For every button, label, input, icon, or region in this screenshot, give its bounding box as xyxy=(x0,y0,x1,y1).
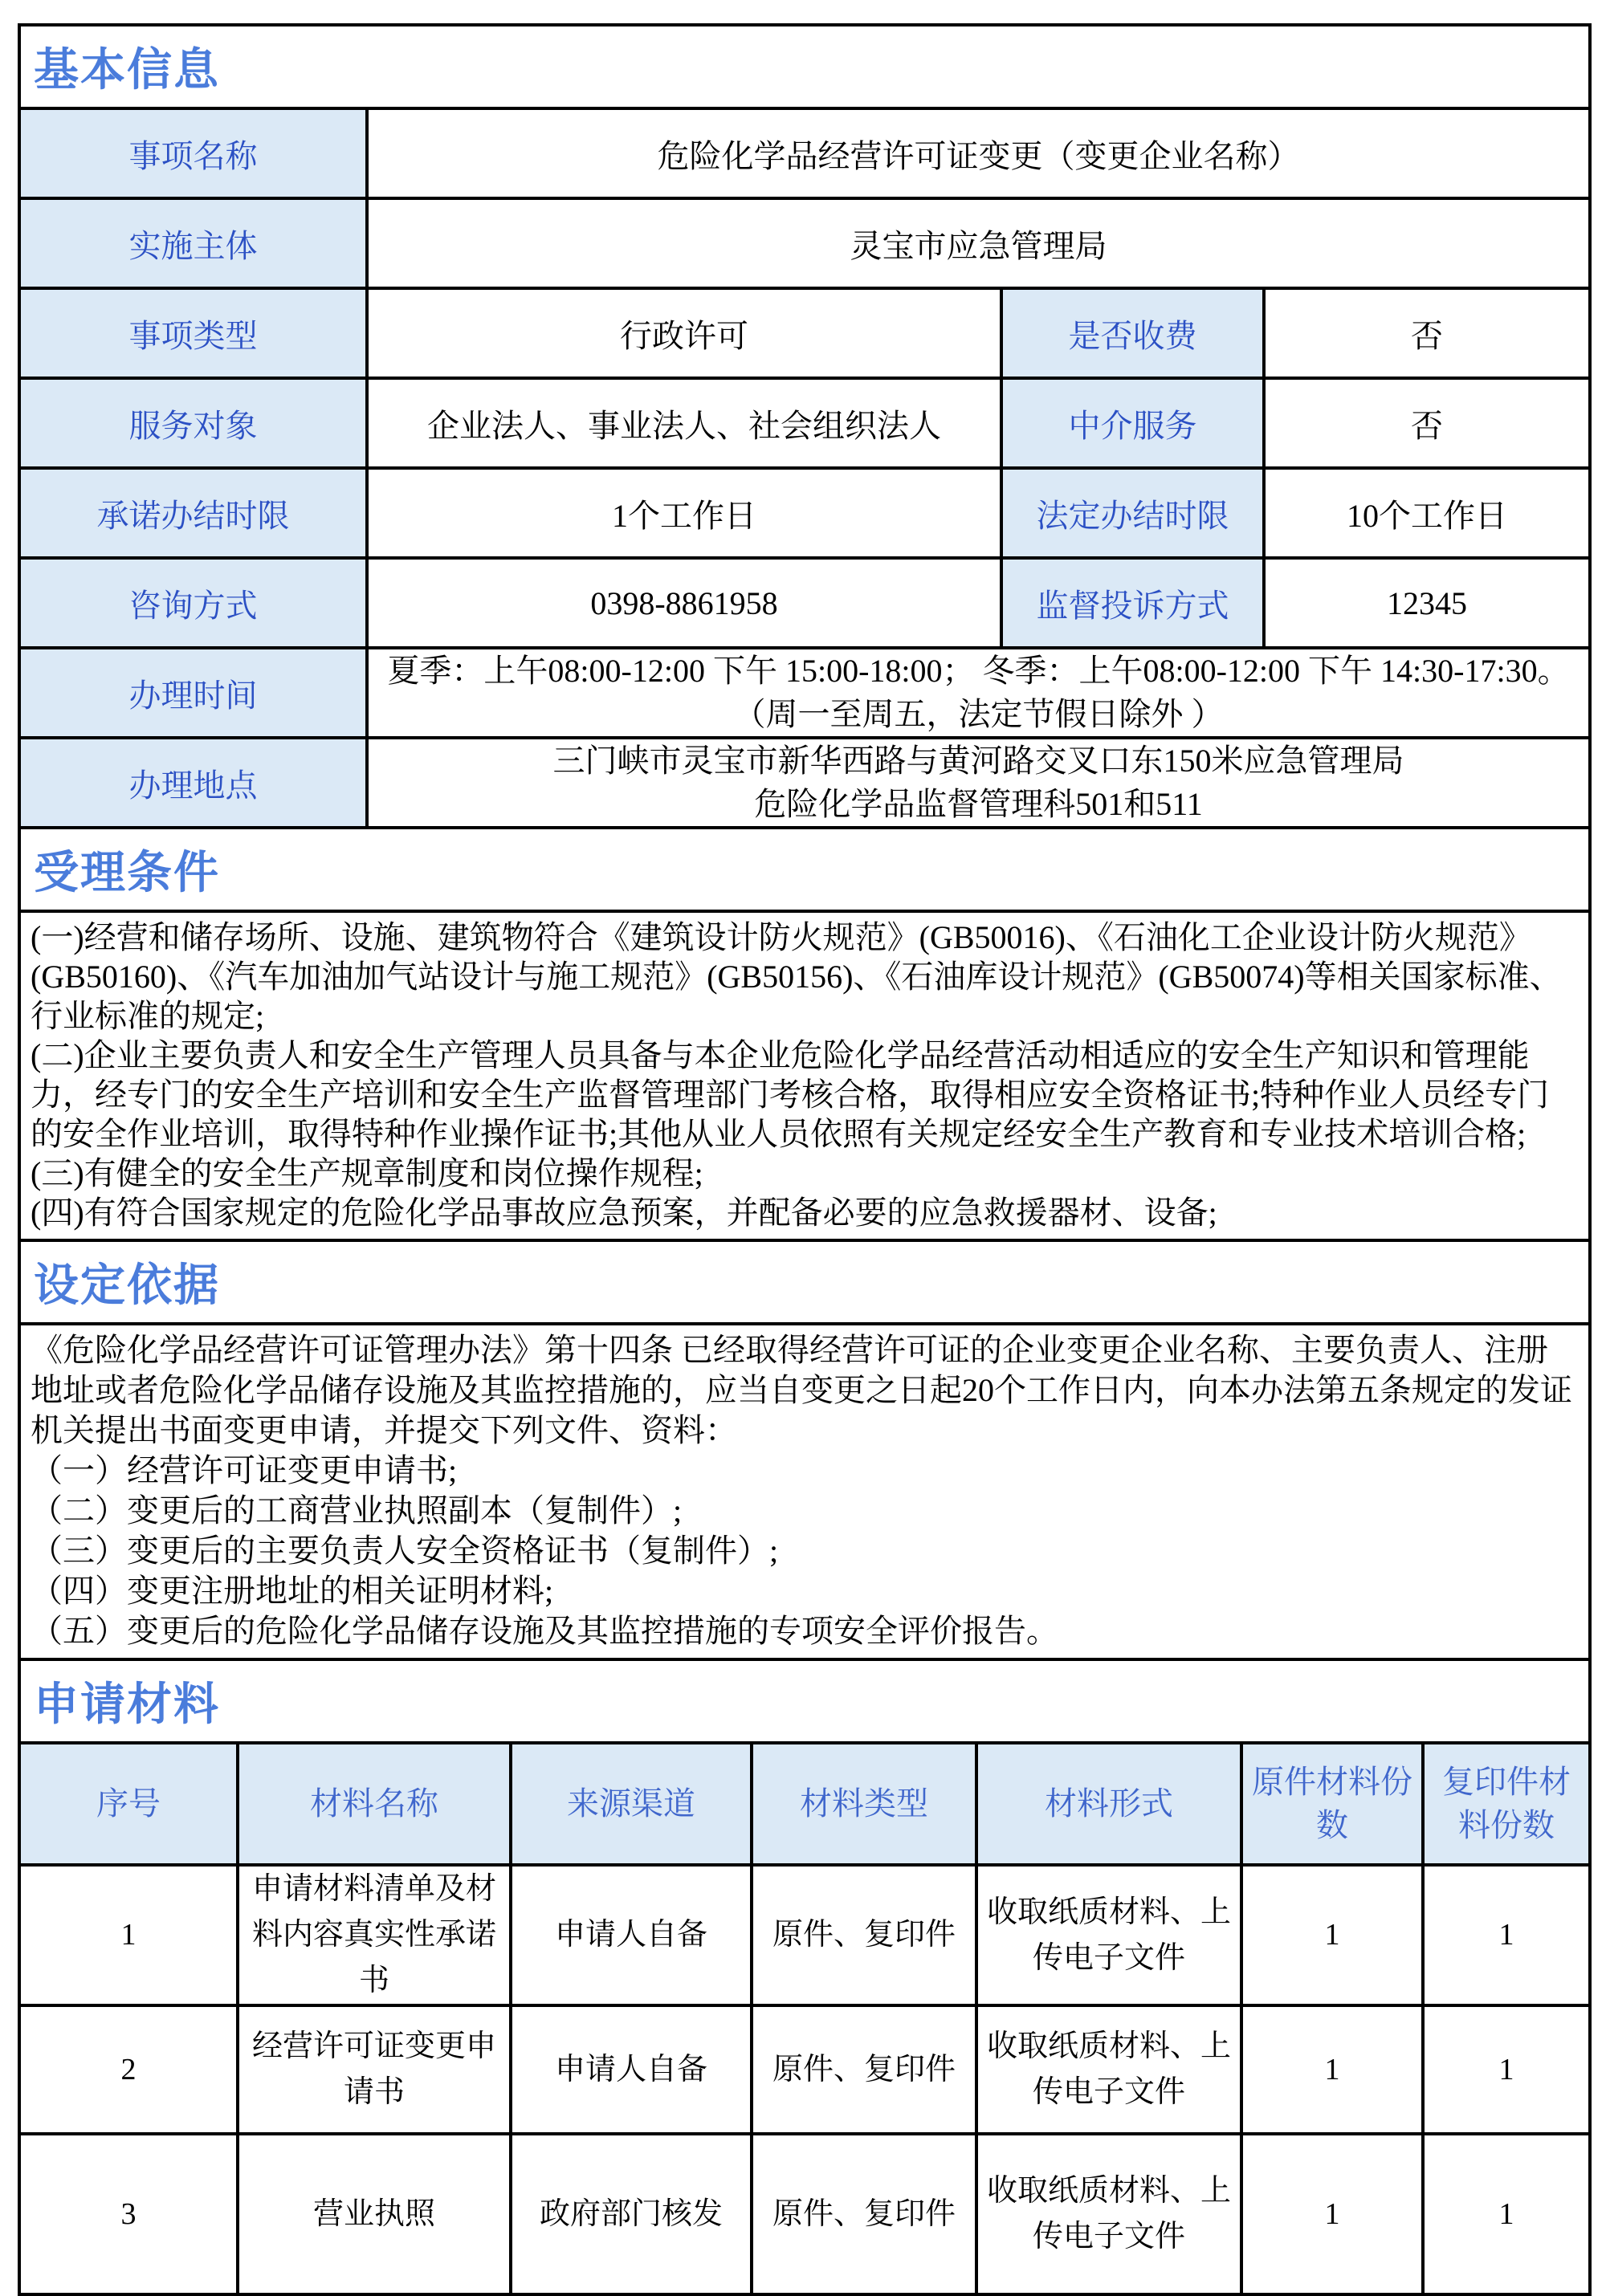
service-info-document xyxy=(18,23,1588,2296)
material-1-copy-count: 1 xyxy=(1423,1865,1590,2005)
office-location-line2: 危险化学品监督管理科501和511 xyxy=(754,786,1203,822)
service-target-label: 服务对象 xyxy=(19,378,367,468)
material-row-2 xyxy=(19,2005,1590,2134)
materials-header-seq: 序号 xyxy=(19,1743,238,1865)
office-location-label: 办理地点 xyxy=(19,738,367,828)
basis-section-title: 设定依据 xyxy=(19,1240,1590,1324)
section-header-basis xyxy=(19,1240,1590,1324)
row-item-name xyxy=(19,108,1590,198)
acceptance-clause-3: (三)有健全的安全生产规章制度和岗位操作规程; xyxy=(31,1155,703,1191)
fee-label: 是否收费 xyxy=(1001,288,1264,378)
row-office-location xyxy=(19,738,1590,828)
promised-limit-value: 1个工作日 xyxy=(367,468,1001,558)
office-hours-value xyxy=(367,648,1590,738)
row-service-target-intermediary xyxy=(19,378,1590,468)
basis-item-2: （二）变更后的工商营业执照副本（复制件）; xyxy=(31,1492,683,1529)
item-name-label: 事项名称 xyxy=(19,108,367,198)
material-3-form: 收取纸质材料、上传电子文件 xyxy=(976,2134,1241,2294)
consult-phone-label: 咨询方式 xyxy=(19,558,367,648)
basis-item-5: （五）变更后的危险化学品储存设施及其监控措施的专项安全评价报告。 xyxy=(31,1613,1058,1649)
complaint-value: 12345 xyxy=(1264,558,1590,648)
materials-section-title: 申请材料 xyxy=(19,1659,1590,1743)
materials-header-original-count: 原件材料份数 xyxy=(1241,1743,1423,1865)
office-hours-line1: 夏季：上午08:00-12:00 下午 15:00-18:00； 冬季：上午08:00-12:00 下午 14:30-17:30。 xyxy=(387,653,1570,689)
material-row-1 xyxy=(19,1865,1590,2005)
acceptance-content xyxy=(19,911,1590,1240)
materials-header-source: 来源渠道 xyxy=(511,1743,752,1865)
materials-header-form: 材料形式 xyxy=(976,1743,1241,1865)
section-header-basic-info xyxy=(19,25,1590,108)
basis-intro: 《危险化学品经营许可证管理办法》第十四条 已经取得经营许可证的企业变更企业名称、主要负责人、注册地址或者危险化学品储存设施及其监控措施的，应当自变更之日起20个工作日内，向本办法第五条规定的发证机关提出书面变更申请，并提交下列文件、资料： xyxy=(31,1332,1572,1448)
material-3-seq: 3 xyxy=(19,2134,238,2294)
material-1-seq: 1 xyxy=(19,1865,238,2005)
material-1-form: 收取纸质材料、上传电子文件 xyxy=(976,1865,1241,2005)
material-1-name: 申请材料清单及材料内容真实性承诺书 xyxy=(238,1865,511,2005)
material-3-type: 原件、复印件 xyxy=(752,2134,976,2294)
section-header-acceptance xyxy=(19,828,1590,911)
row-item-type-fee xyxy=(19,288,1590,378)
acceptance-section-title: 受理条件 xyxy=(19,828,1590,911)
material-1-source: 申请人自备 xyxy=(511,1865,752,2005)
office-hours-label: 办理时间 xyxy=(19,648,367,738)
service-target-value: 企业法人、事业法人、社会组织法人 xyxy=(367,378,1001,468)
material-row-3 xyxy=(19,2134,1590,2294)
materials-table xyxy=(18,1741,1592,2296)
office-location-line1: 三门峡市灵宝市新华西路与黄河路交叉口东150米应急管理局 xyxy=(552,743,1404,779)
statutory-limit-label: 法定办结时限 xyxy=(1001,468,1264,558)
materials-header-name: 材料名称 xyxy=(238,1743,511,1865)
item-type-value: 行政许可 xyxy=(367,288,1001,378)
office-location-value xyxy=(367,738,1590,828)
implementing-body-value: 灵宝市应急管理局 xyxy=(367,198,1590,288)
basis-item-1: （一）经营许可证变更申请书; xyxy=(31,1452,458,1488)
implementing-body-label: 实施主体 xyxy=(19,198,367,288)
complaint-label: 监督投诉方式 xyxy=(1001,558,1264,648)
material-2-source: 申请人自备 xyxy=(511,2005,752,2134)
consult-phone-value: 0398-8861958 xyxy=(367,558,1001,648)
office-hours-line2: （周一至周五，法定节假日除外 ） xyxy=(733,696,1224,732)
basis-content xyxy=(19,1324,1590,1659)
basic-info-table xyxy=(18,23,1592,1744)
section-header-materials xyxy=(19,1659,1590,1743)
material-2-type: 原件、复印件 xyxy=(752,2005,976,2134)
material-3-name: 营业执照 xyxy=(238,2134,511,2294)
material-2-form: 收取纸质材料、上传电子文件 xyxy=(976,2005,1241,2134)
row-office-hours xyxy=(19,648,1590,738)
material-2-copy-count: 1 xyxy=(1423,2005,1590,2134)
promised-limit-label: 承诺办结时限 xyxy=(19,468,367,558)
materials-header-copy-count: 复印件材料份数 xyxy=(1423,1743,1590,1865)
item-type-label: 事项类型 xyxy=(19,288,367,378)
material-2-original-count: 1 xyxy=(1241,2005,1423,2134)
materials-header-type: 材料类型 xyxy=(752,1743,976,1865)
acceptance-clause-2: (二)企业主要负责人和安全生产管理人员具备与本企业危险化学品经营活动相适应的安全生产知识和管理能力，经专门的安全生产培训和安全生产监督管理部门考核合格，取得相应安全资格证书;特种作业人员经专门的安全作业培训，取得特种作业操作证书;其他从业人员依照有关规定经安全生产教育和专业技术培训合格; xyxy=(31,1037,1550,1152)
intermediary-label: 中介服务 xyxy=(1001,378,1264,468)
basic-info-section-title: 基本信息 xyxy=(19,25,1590,108)
material-2-seq: 2 xyxy=(19,2005,238,2134)
material-3-copy-count: 1 xyxy=(1423,2134,1590,2294)
row-time-limits xyxy=(19,468,1590,558)
material-1-original-count: 1 xyxy=(1241,1865,1423,2005)
row-implementing-body xyxy=(19,198,1590,288)
material-3-original-count: 1 xyxy=(1241,2134,1423,2294)
basis-item-4: （四）变更注册地址的相关证明材料; xyxy=(31,1573,554,1609)
acceptance-clause-4: (四)有符合国家规定的危险化学品事故应急预案，并配备必要的应急救援器材、设备; xyxy=(31,1195,1217,1231)
material-1-type: 原件、复印件 xyxy=(752,1865,976,2005)
material-2-name: 经营许可证变更申请书 xyxy=(238,2005,511,2134)
item-name-value: 危险化学品经营许可证变更（变更企业名称） xyxy=(367,108,1590,198)
basis-content-row xyxy=(19,1324,1590,1659)
material-3-source: 政府部门核发 xyxy=(511,2134,752,2294)
materials-header-row xyxy=(19,1743,1590,1865)
row-contact-complaint xyxy=(19,558,1590,648)
acceptance-content-row xyxy=(19,911,1590,1240)
fee-value: 否 xyxy=(1264,288,1590,378)
statutory-limit-value: 10个工作日 xyxy=(1264,468,1590,558)
intermediary-value: 否 xyxy=(1264,378,1590,468)
basis-item-3: （三）变更后的主要负责人安全资格证书（复制件）; xyxy=(31,1533,779,1569)
acceptance-clause-1: (一)经营和储存场所、设施、建筑物符合《建筑设计防火规范》(GB50016)、《石油化工企业设计防火规范》(GB50160)、《汽车加油加气站设计与施工规范》(GB50156)、《石油库设计规范》(GB50074)等相关国家标准、行业标准的规定; xyxy=(31,919,1562,1034)
